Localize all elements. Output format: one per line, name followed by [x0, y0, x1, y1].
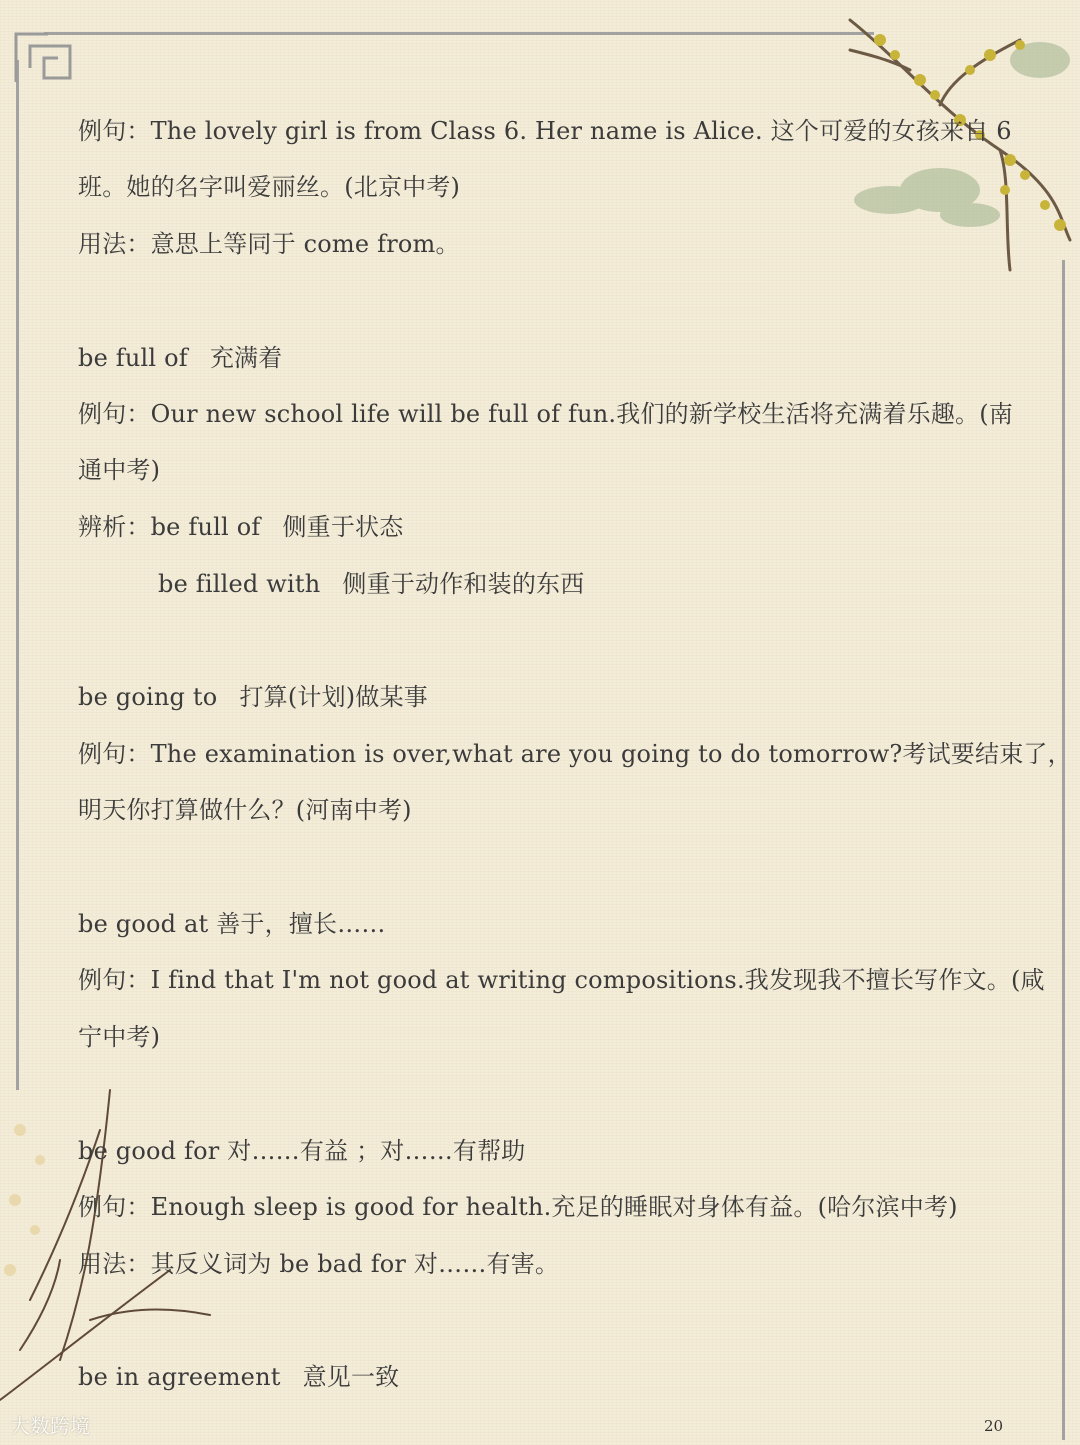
phrase-heading-be-going-to — [78, 681, 428, 713]
phrase-meaning: 打算(计划)做某事 — [239, 683, 428, 711]
usage-note-good-for: 用法：其反义词为 be bad for 对……有害。 — [78, 1250, 560, 1278]
example-sentence-good-for: 例句：Enough sleep is good for health.充足的睡眠对身体有益。(哈尔滨中考) — [78, 1193, 958, 1221]
phrase-meaning: 意见一致 — [302, 1363, 400, 1391]
analysis-filled-with — [158, 568, 584, 600]
example-sentence-going-to: 例句：The examination is over,what are you going to do tomorrow?考试要结束了， — [78, 740, 1072, 768]
phrase-term: be going to — [78, 683, 218, 711]
analysis-full-of — [78, 511, 403, 543]
usage-note-from: 用法：意思上等同于 come from。 — [78, 230, 460, 258]
phrase-term: be in agreement — [78, 1363, 281, 1391]
analysis-term: 辨析：be full of — [78, 513, 261, 541]
phrase-meaning: 充满着 — [209, 344, 283, 372]
phrase-term: be full of — [78, 344, 188, 372]
example-source-full-of: 通中考) — [78, 456, 161, 484]
frame-left-line — [16, 60, 19, 1090]
frame-right-line — [1062, 260, 1065, 1440]
analysis-meaning: 侧重于状态 — [282, 513, 404, 541]
example-sentence-full-of: 例句：Our new school life will be full of fun.我们的新学校生活将充满着乐趣。(南 — [78, 400, 1014, 428]
frame-top-line — [44, 32, 874, 35]
watermark: 大数跨境 — [10, 1414, 90, 1438]
phrase-heading-be-full-of — [78, 342, 282, 374]
phrase-heading-be-in-agreement — [78, 1361, 399, 1393]
example-translation-from: 班。她的名字叫爱丽丝。(北京中考) — [78, 173, 461, 201]
example-sentence-from: 例句：The lovely girl is from Class 6. Her name is Alice. 这个可爱的女孩来自 6 — [78, 117, 1012, 145]
analysis-term: be filled with — [158, 570, 321, 598]
analysis-meaning: 侧重于动作和装的东西 — [342, 570, 585, 598]
phrase-heading-be-good-at: be good at 善于，擅长…… — [78, 910, 386, 938]
example-sentence-good-at: 例句：I find that I'm not good at writing compositions.我发现我不擅长写作文。(咸 — [78, 966, 1045, 994]
page-number: 20 — [984, 1417, 1004, 1435]
example-translation-going-to: 明天你打算做什么？(河南中考) — [78, 796, 412, 824]
example-source-good-at: 宁中考) — [78, 1023, 161, 1051]
phrase-heading-be-good-for: be good for 对……有益 ；对……有帮助 — [78, 1137, 526, 1165]
corner-ornament-icon — [12, 28, 76, 84]
